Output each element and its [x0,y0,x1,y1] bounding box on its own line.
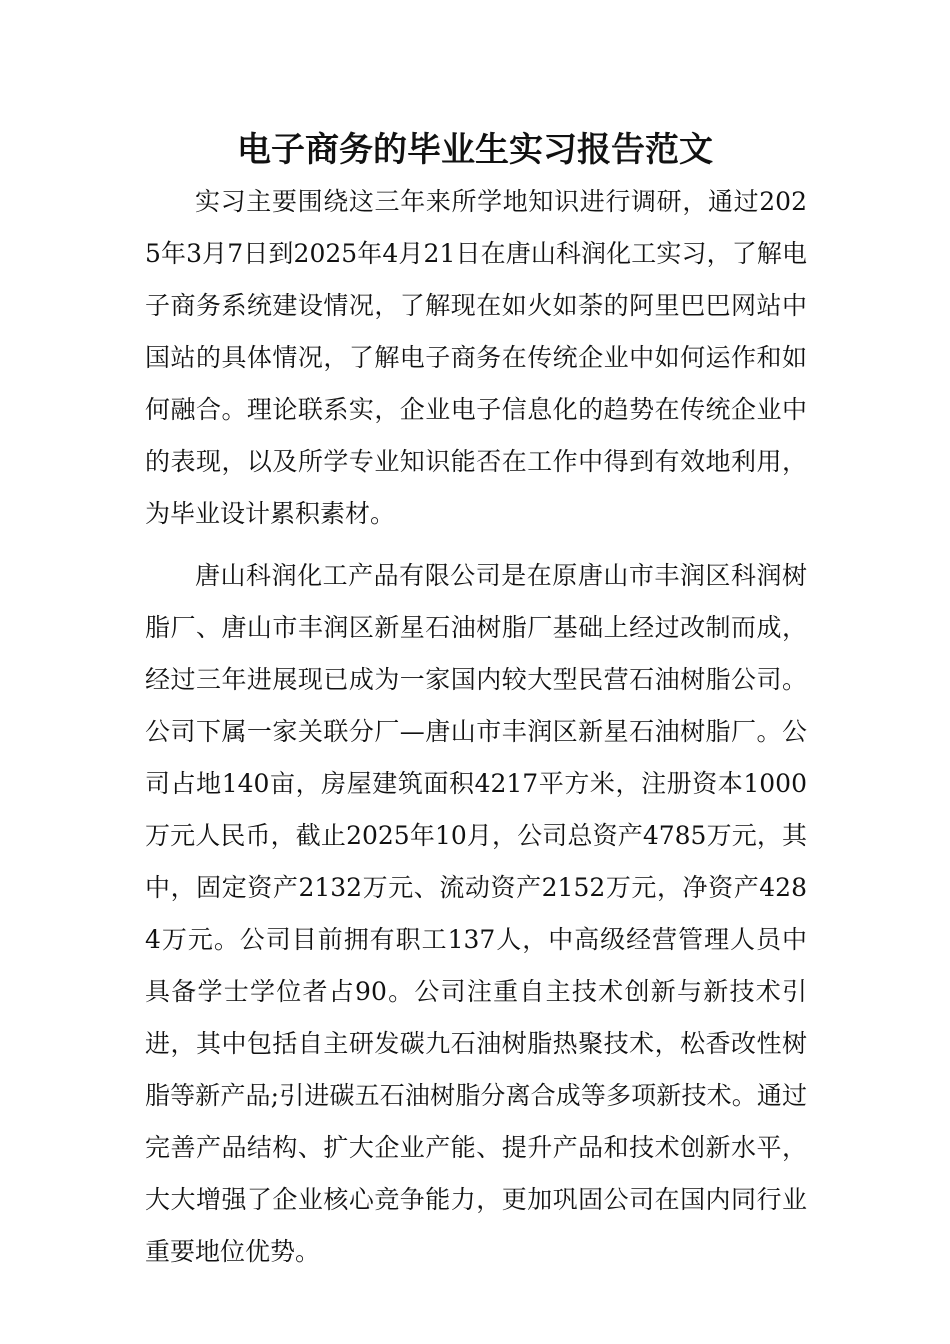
document-body [145,176,807,1278]
paragraph-internship-overview: 实习主要围绕这三年来所学地知识进行调研，通过2025年3月7日到2025年4月21日在唐山科润化工实习，了解电子商务系统建设情况，了解现在如火如荼的阿里巴巴网站中国站的具体情况，了解电子商务在传统企业中如何运作和如何融合。理论联系实，企业电子信息化的趋势在传统企业中的表现，以及所学专业知识能否在工作中得到有效地利用，为毕业设计累积素材。 [145,187,807,528]
document-title: 电子商务的毕业生实习报告范文 [237,130,713,170]
paragraph-company-profile: 唐山科润化工产品有限公司是在原唐山市丰润区科润树脂厂、唐山市丰润区新星石油树脂厂基础上经过改制而成，经过三年进展现已成为一家国内较大型民营石油树脂公司。公司下属一家关联分厂—唐山市丰润区新星石油树脂厂。公司占地140亩，房屋建筑面积4217平方米，注册资本1000万元人民币，截止2025年10月，公司总资产4785万元，其中，固定资产2132万元、流动资产2152万元，净资产4284万元。公司目前拥有职工137人，中高级经营管理人员中具备学士学位者占90。公司注重自主技术创新与新技术引进，其中包括自主研发碳九石油树脂热聚技术，松香改性树脂等新产品;引进碳五石油树脂分离合成等多项新技术。通过完善产品结构、扩大企业产能、提升产品和技术创新水平，大大增强了企业核心竞争能力，更加巩固公司在国内同行业重要地位优势。 [145,561,807,1266]
